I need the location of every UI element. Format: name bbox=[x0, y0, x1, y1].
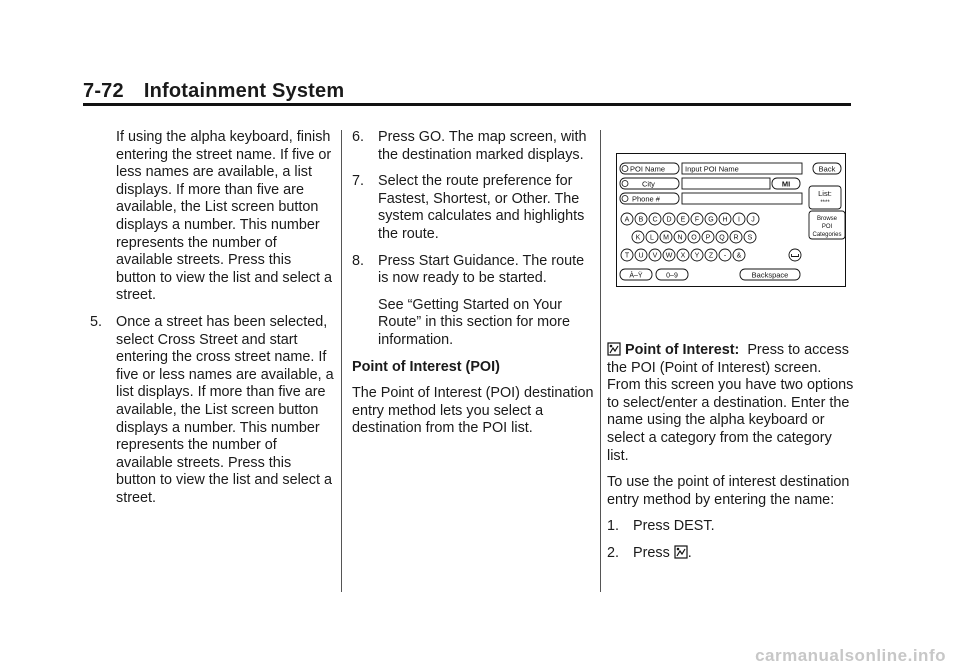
step-5-number: 5. bbox=[90, 313, 103, 330]
step-7 bbox=[352, 173, 597, 243]
accent-chars-label: À–Ÿ bbox=[629, 272, 643, 280]
key-R[interactable] bbox=[730, 231, 742, 243]
backspace-label: Backspace bbox=[751, 270, 789, 280]
poi-description: The Point of Interest (POI) destination entry method lets you select a destination from the POI list. bbox=[352, 385, 594, 437]
step-8-text: Press Start Guidance. The route is now ready to be started. bbox=[378, 252, 585, 287]
key-label: S bbox=[747, 234, 753, 242]
key-label: K bbox=[635, 234, 641, 242]
step-8-number: 8. bbox=[352, 252, 365, 269]
key-T[interactable] bbox=[621, 249, 633, 261]
poi-name-input[interactable] bbox=[682, 163, 802, 174]
browse-label-2: POI bbox=[821, 224, 833, 230]
key-label: B bbox=[638, 216, 644, 224]
space-key[interactable] bbox=[789, 249, 801, 261]
poi-icon bbox=[607, 342, 621, 356]
key-label: J bbox=[751, 216, 755, 224]
key-S[interactable] bbox=[744, 231, 756, 243]
key-label: T bbox=[624, 252, 630, 260]
browse-label-1: Browse bbox=[816, 216, 838, 222]
key-label: E bbox=[680, 216, 686, 224]
list-button[interactable] bbox=[809, 186, 841, 209]
page-number: 7-72 bbox=[83, 80, 124, 102]
step-2-end: . bbox=[687, 544, 692, 561]
step-2-content bbox=[633, 545, 855, 563]
digits-label: 0–9 bbox=[666, 272, 678, 280]
key-label: W bbox=[665, 252, 673, 260]
key-Y[interactable] bbox=[691, 249, 703, 261]
key-L[interactable] bbox=[646, 231, 658, 243]
column-1 bbox=[90, 129, 335, 516]
key-I[interactable] bbox=[733, 213, 745, 225]
key-X[interactable] bbox=[677, 249, 689, 261]
column-divider-2 bbox=[600, 130, 601, 592]
step-5 bbox=[90, 314, 335, 508]
phone-label: Phone # bbox=[632, 194, 660, 204]
key-A[interactable] bbox=[621, 213, 633, 225]
section-title: Infotainment System bbox=[143, 80, 345, 102]
back-label: Back bbox=[818, 164, 836, 174]
key-label: O bbox=[691, 234, 697, 242]
key-label: & bbox=[736, 252, 742, 260]
step-1 bbox=[607, 518, 855, 536]
key-label: L bbox=[650, 234, 654, 242]
watermark: carmanualsonline.info bbox=[755, 646, 946, 665]
poi-icon bbox=[674, 545, 688, 559]
key-O[interactable] bbox=[688, 231, 700, 243]
step-8 bbox=[352, 253, 597, 350]
step-8-see-also: See “Getting Started on Your Route” in this section for more information. bbox=[378, 296, 570, 348]
step-2 bbox=[607, 545, 855, 563]
key-label: M bbox=[663, 234, 669, 242]
key-label: V bbox=[652, 252, 658, 260]
column-3 bbox=[607, 342, 855, 572]
key-Z[interactable] bbox=[705, 249, 717, 261]
key-label: Z bbox=[708, 252, 714, 260]
poi-name-label: POI Name bbox=[630, 164, 666, 174]
step-1-text: Press DEST. bbox=[633, 518, 715, 535]
key-label: Q bbox=[719, 234, 725, 242]
key-C[interactable] bbox=[649, 213, 661, 225]
step-7-number: 7. bbox=[352, 173, 365, 190]
key-label: I bbox=[738, 216, 740, 224]
poi-name-button[interactable] bbox=[620, 163, 679, 174]
step-5-text: Once a street has been selected, select Cross Street and start entering the cross street name. If five or less names are available, a list displays. If more than five are available, the List screen button displays a number. This number represents the number of available streets. Press this button to view the list and select a street. bbox=[116, 313, 334, 506]
backspace-button[interactable] bbox=[740, 269, 800, 280]
page-header bbox=[83, 80, 344, 103]
poi-text: Press to access the POI (Point of Interest) screen. From this screen you have two options to select/enter a destination. Enter the name using the alpha keyboard or select a category from the category list. bbox=[607, 342, 854, 464]
step-6-text: Press GO. The map screen, with the destination marked displays. bbox=[378, 129, 587, 163]
key--[interactable] bbox=[719, 249, 731, 261]
space-icon bbox=[792, 254, 799, 257]
key-label: U bbox=[638, 252, 644, 260]
step-1-number: 1. bbox=[607, 518, 620, 535]
poi-paragraph bbox=[607, 342, 855, 465]
key-Q[interactable] bbox=[716, 231, 728, 243]
key-G[interactable] bbox=[705, 213, 717, 225]
key-N[interactable] bbox=[674, 231, 686, 243]
use-poi-paragraph: To use the point of interest destination entry method by entering the name: bbox=[607, 474, 850, 508]
key-label: C bbox=[652, 216, 658, 224]
step-2-number: 2. bbox=[607, 544, 620, 561]
accent-chars-button[interactable] bbox=[620, 269, 652, 280]
key-label: P bbox=[705, 234, 711, 242]
poi-name-input-label: Input POI Name bbox=[685, 164, 739, 174]
key-label: G bbox=[708, 216, 714, 224]
key-B[interactable] bbox=[635, 213, 647, 225]
header-rule bbox=[83, 103, 851, 106]
phone-input[interactable] bbox=[682, 193, 802, 204]
key-H[interactable] bbox=[719, 213, 731, 225]
key-V[interactable] bbox=[649, 249, 661, 261]
key-label: A bbox=[624, 216, 630, 224]
step-6-number: 6. bbox=[352, 129, 365, 145]
poi-label: Point of Interest: bbox=[625, 342, 740, 358]
key-label: - bbox=[723, 252, 727, 260]
key-J[interactable] bbox=[747, 213, 759, 225]
alpha-keyboard bbox=[621, 213, 759, 261]
poi-heading: Point of Interest (POI) bbox=[352, 358, 500, 375]
key-label: R bbox=[733, 234, 739, 242]
back-button[interactable] bbox=[813, 163, 841, 174]
browse-label-3: Categories bbox=[812, 232, 842, 238]
list-value: **** bbox=[820, 200, 830, 206]
step-6 bbox=[352, 129, 597, 164]
key-M[interactable] bbox=[660, 231, 672, 243]
poi-entry-screen-illustration bbox=[616, 153, 846, 287]
phone-button[interactable] bbox=[620, 193, 679, 204]
city-label: City bbox=[642, 179, 655, 189]
key-label: N bbox=[677, 234, 683, 242]
intro-paragraph: If using the alpha keyboard, finish entering the street name. If five or less names are available, a list displays. If more than five are available, the List screen button displays a number. This number represents the number of available streets. Press this button to view the list and select a street. bbox=[116, 129, 332, 304]
list-label: List: bbox=[818, 189, 832, 198]
city-button[interactable] bbox=[620, 178, 679, 189]
key-label: F bbox=[694, 216, 700, 224]
browse-poi-categories-button[interactable] bbox=[809, 211, 845, 239]
key-W[interactable] bbox=[663, 249, 675, 261]
key-label: Y bbox=[694, 252, 700, 260]
step-2-text: Press bbox=[633, 544, 670, 561]
state-label: MI bbox=[781, 179, 791, 189]
key-&[interactable] bbox=[733, 249, 745, 261]
key-label: D bbox=[666, 216, 672, 224]
digits-button[interactable] bbox=[656, 269, 688, 280]
key-label: H bbox=[722, 216, 728, 224]
key-F[interactable] bbox=[691, 213, 703, 225]
city-input[interactable] bbox=[682, 178, 770, 189]
key-P[interactable] bbox=[702, 231, 714, 243]
column-divider-1 bbox=[341, 130, 342, 592]
key-E[interactable] bbox=[677, 213, 689, 225]
column-2 bbox=[352, 129, 597, 447]
key-U[interactable] bbox=[635, 249, 647, 261]
key-D[interactable] bbox=[663, 213, 675, 225]
step-7-text: Select the route preference for Fastest, Shortest, or Other. The system calculates and highlights the route. bbox=[378, 173, 585, 242]
key-label: X bbox=[680, 252, 686, 260]
state-button[interactable] bbox=[772, 178, 800, 189]
key-K[interactable] bbox=[632, 231, 644, 243]
